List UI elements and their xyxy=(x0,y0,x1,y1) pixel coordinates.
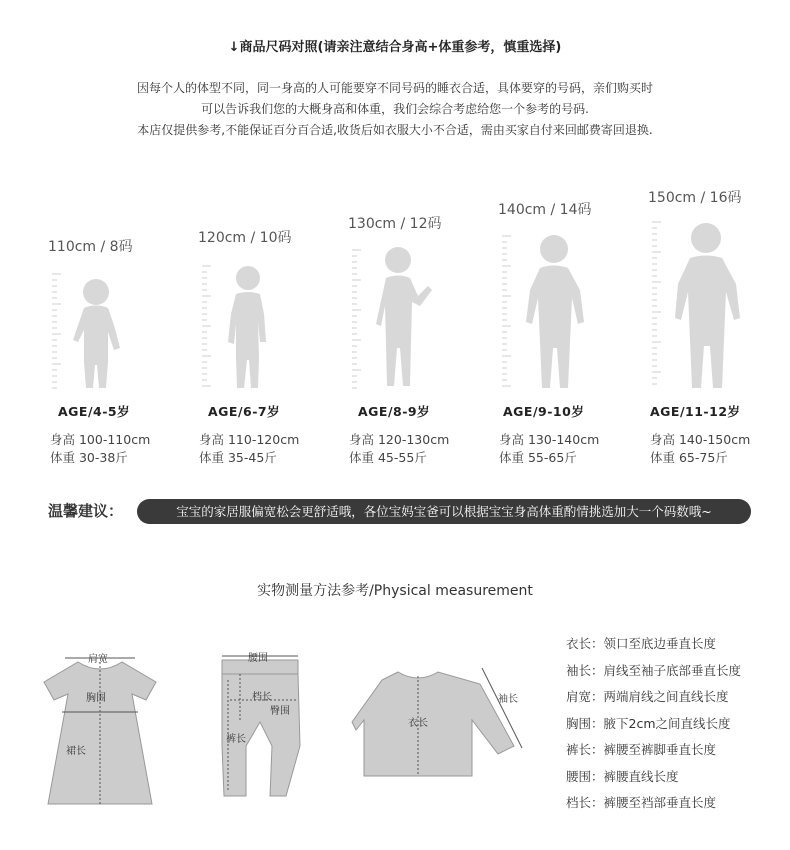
size-label: 130cm / 12码 xyxy=(348,216,442,232)
legend-item: 胸围：腋下2cm之间直线长度 xyxy=(566,716,731,731)
child-figure-icon xyxy=(348,246,458,392)
rise-label: 档长 xyxy=(252,692,272,703)
shoulder-label: 肩宽 xyxy=(88,654,108,665)
pants-diagram-icon xyxy=(216,650,306,800)
child-figure-icon xyxy=(648,218,758,392)
size-label: 110cm / 8码 xyxy=(48,239,133,255)
child-figure-icon xyxy=(498,232,608,392)
age-label: AGE/11-12岁 xyxy=(650,404,741,419)
legend-item: 肩宽：两端肩线之间直线长度 xyxy=(566,689,729,704)
intro-line: 可以告诉我们您的大概身高和体重，我们会综合考虑给您一个参考的号码. xyxy=(201,102,589,116)
page-title: ↓商品尺码对照(请亲注意结合身高+体重参考，慎重选择) xyxy=(228,40,562,55)
chest-label: 胸围 xyxy=(86,693,106,704)
height-range: 身高 100-110cm xyxy=(50,432,151,447)
pants-length-label: 裤长 xyxy=(226,734,246,745)
height-weight xyxy=(199,431,299,467)
weight-range: 体重 45-55斤 xyxy=(349,450,427,465)
waist-label: 腰围 xyxy=(248,653,268,664)
age-label: AGE/4-5岁 xyxy=(58,404,131,419)
legend-item: 袖长：肩线至袖子底部垂直长度 xyxy=(566,663,742,678)
height-weight xyxy=(650,431,750,467)
intro-text xyxy=(0,78,790,141)
intro-line: 因每个人的体型不同，同一身高的人可能要穿不同号码的睡衣合适，具体要穿的号码，亲们购买时 xyxy=(136,81,653,95)
shirt-diagram-icon xyxy=(348,662,528,782)
height-range: 身高 140-150cm xyxy=(650,432,751,447)
dress-length-label: 裙长 xyxy=(66,746,86,757)
size-label: 150cm / 16码 xyxy=(648,190,742,206)
tip-banner: 宝宝的家居服偏宽松会更舒适哦，各位宝妈宝爸可以根据宝宝身高体重酌情挑选加大一个码数哦~ xyxy=(137,499,751,524)
height-range: 身高 120-130cm xyxy=(349,432,450,447)
legend-item: 档长：裤腰至裆部垂直长度 xyxy=(566,795,717,810)
age-label: AGE/6-7岁 xyxy=(208,404,281,419)
size-label: 120cm / 10码 xyxy=(198,230,292,246)
child-figure-icon xyxy=(198,262,308,392)
height-weight xyxy=(349,431,449,467)
size-label: 140cm / 14码 xyxy=(498,202,592,218)
shirt-length-label: 衣长 xyxy=(408,718,428,729)
legend-item: 裤长：裤腰至裤脚垂直长度 xyxy=(566,742,717,757)
dress-diagram-icon xyxy=(40,648,160,808)
weight-range: 体重 65-75斤 xyxy=(650,450,728,465)
weight-range: 体重 35-45斤 xyxy=(199,450,277,465)
intro-line: 本店仅提供参考,不能保证百分百合适,收货后如衣服大小不合适，需由买家自付来回邮费寄回退换. xyxy=(137,123,653,137)
legend-item: 衣长：领口至底边垂直长度 xyxy=(566,636,717,651)
tip-label: 温馨建议： xyxy=(48,502,124,520)
height-weight xyxy=(50,431,150,467)
age-label: AGE/8-9岁 xyxy=(358,404,431,419)
child-figure-icon xyxy=(48,270,158,392)
hip-label: 臀围 xyxy=(270,706,290,717)
height-range: 身高 110-120cm xyxy=(199,432,300,447)
legend-item: 腰围：裤腰直线长度 xyxy=(566,769,679,784)
weight-range: 体重 30-38斤 xyxy=(50,450,128,465)
measurement-title: 实物测量方法参考/Physical measurement xyxy=(257,583,533,599)
weight-range: 体重 55-65斤 xyxy=(499,450,577,465)
sleeve-label: 袖长 xyxy=(498,694,518,705)
height-range: 身高 130-140cm xyxy=(499,432,600,447)
height-weight xyxy=(499,431,599,467)
age-label: AGE/9-10岁 xyxy=(503,404,585,419)
